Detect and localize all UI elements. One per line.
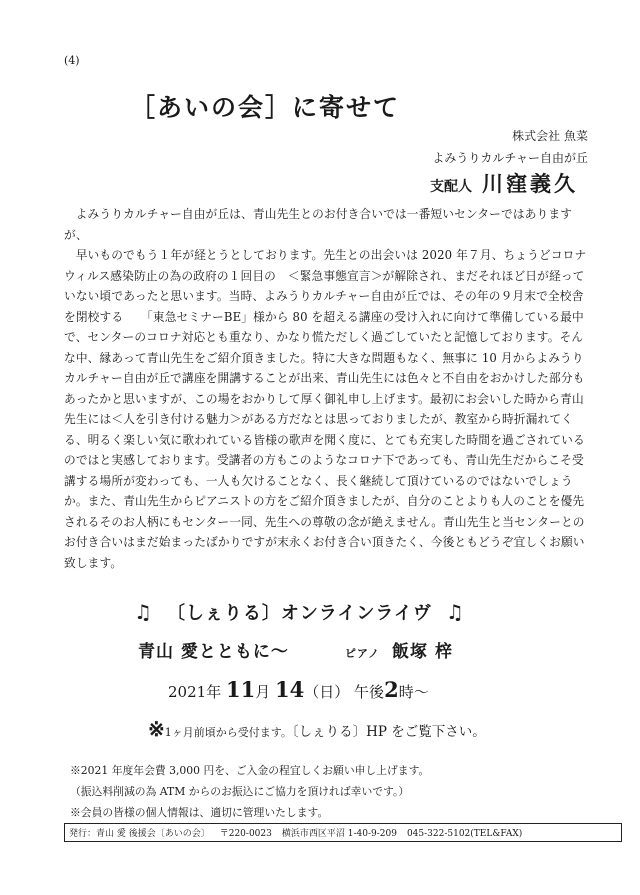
footer-address: 横浜市西区平沼 1-40-9-209 xyxy=(281,829,397,839)
performer-title: 青山 愛とともに～ xyxy=(138,642,289,662)
signature xyxy=(430,168,578,198)
company-name: 株式会社 魚菜 xyxy=(512,129,588,143)
date-day: 14 xyxy=(275,677,305,702)
event-date xyxy=(168,677,429,702)
date-weekday: （日） xyxy=(304,683,350,701)
pianist-name: 飯塚 梓 xyxy=(392,642,453,662)
paragraph-1: よみうりカルチャー自由が丘は、青山先生とのお付き合いでは一番短いセンターではありますが、 xyxy=(64,207,573,242)
company-branch: よみうりカルチャー自由が丘 xyxy=(432,151,588,165)
signatory-role: 支配人 xyxy=(430,179,472,195)
date-year: 2021 xyxy=(168,683,207,701)
footer-postal: 〒220-0023 xyxy=(219,829,272,839)
footer-box xyxy=(64,823,622,842)
reservation-lead: 1ヶ月前頃から受付ます。 xyxy=(164,726,292,739)
reservation-text: 〔しぇりる〕HP をご覧下さい。 xyxy=(291,724,486,740)
time-prefix: 午後 xyxy=(354,683,385,701)
event-title: 〔しぇりる〕オンラインライヴ xyxy=(166,603,432,624)
note-item: ※会員の皆様の個人情報は、適切に管理いたします。 xyxy=(70,806,329,819)
date-month-unit: 月 xyxy=(255,683,271,701)
letter-body xyxy=(64,204,590,573)
footer-publisher: 発行：青山 愛 後援会〔あいの会〕 xyxy=(69,829,210,839)
note-item: ※2021 年度年会費 3,000 円を、ご入金の程宜しくお願い申し上げます。 xyxy=(70,764,430,777)
footer-phone: 045-322-5102(TEL&FAX) xyxy=(406,829,523,839)
asterisk-mark: ※ xyxy=(148,717,165,741)
company-block xyxy=(432,125,588,169)
event-title-line xyxy=(120,599,479,625)
signatory-name: 川窪義久 xyxy=(482,171,578,196)
performers-line xyxy=(138,637,453,662)
page-number: (4) xyxy=(64,54,80,67)
note-item: （振込料削減の為 ATM からのお振込にご協力を頂ければ幸いです。） xyxy=(70,785,410,798)
page-title: ［あいの会］に寄せて xyxy=(130,93,401,122)
time-suffix: 時～ xyxy=(398,683,429,701)
music-note-icon: ♫ xyxy=(445,600,465,624)
reservation-info xyxy=(148,717,486,741)
paragraph-2: 早いものでもう１年が経とうとしております。先生との出会いは 2020 年７月、ちょうどコロナウィルス感染防止の為の政府の１回目の ＜緊急事態宣言＞が解除され、まだそれほど日が経っていない頃であったと思います。当時、よみうりカルチャー自由が丘では、その年の９月末で全校舎を閉校する 「東急セミナーBE」様から 80 を超える講座の受け入れに向けて準備している最中で、センターのコロナ対応とも重なり、かなり慌ただしく過ごしていたと記憶しております。そんな中、縁あって青山先生をご紹介頂きました。特に大きな問題もなく、無事に 10 月からよみうりカルチャー自由が丘で講座を開講することが出来、青山先生には色々と不自由をおかけした部分もあったかと思いますが、この場をおかりして厚く御礼申し上げます。最初にお会いした時から青山先生には＜人を引き付ける魅力＞がある方だなとは思っておりましたが、教室から時折漏れてくる、明るく楽しい気に歌われている皆様の歌声を聞く度に、とても充実した時間を過ごされているのではと実感しております。受講者の方もこのようなコロナ下であっても、青山先生だからこそ受講する場所が変わっても、一人も欠けることなく、長く継続して頂けているのではないでしょうか。また、青山先生からピアニストの方をご紹介頂きましたが、自分のことよりも人のことを優先されるそのお人柄にもセンター一同、先生への尊敬の念が絶えません。青山先生と当センターとのお付き合いはまだ始まったばかりですが末永くお付き合い頂きたく、今後ともどうぞ宜しくお願い致します。 xyxy=(64,248,587,570)
notes-block xyxy=(70,760,429,823)
time-hour: 2 xyxy=(384,677,399,702)
music-note-icon: ♫ xyxy=(134,600,153,624)
piano-label: ピアノ xyxy=(344,647,381,660)
date-month: 11 xyxy=(225,677,256,702)
date-year-unit: 年 xyxy=(206,683,222,701)
